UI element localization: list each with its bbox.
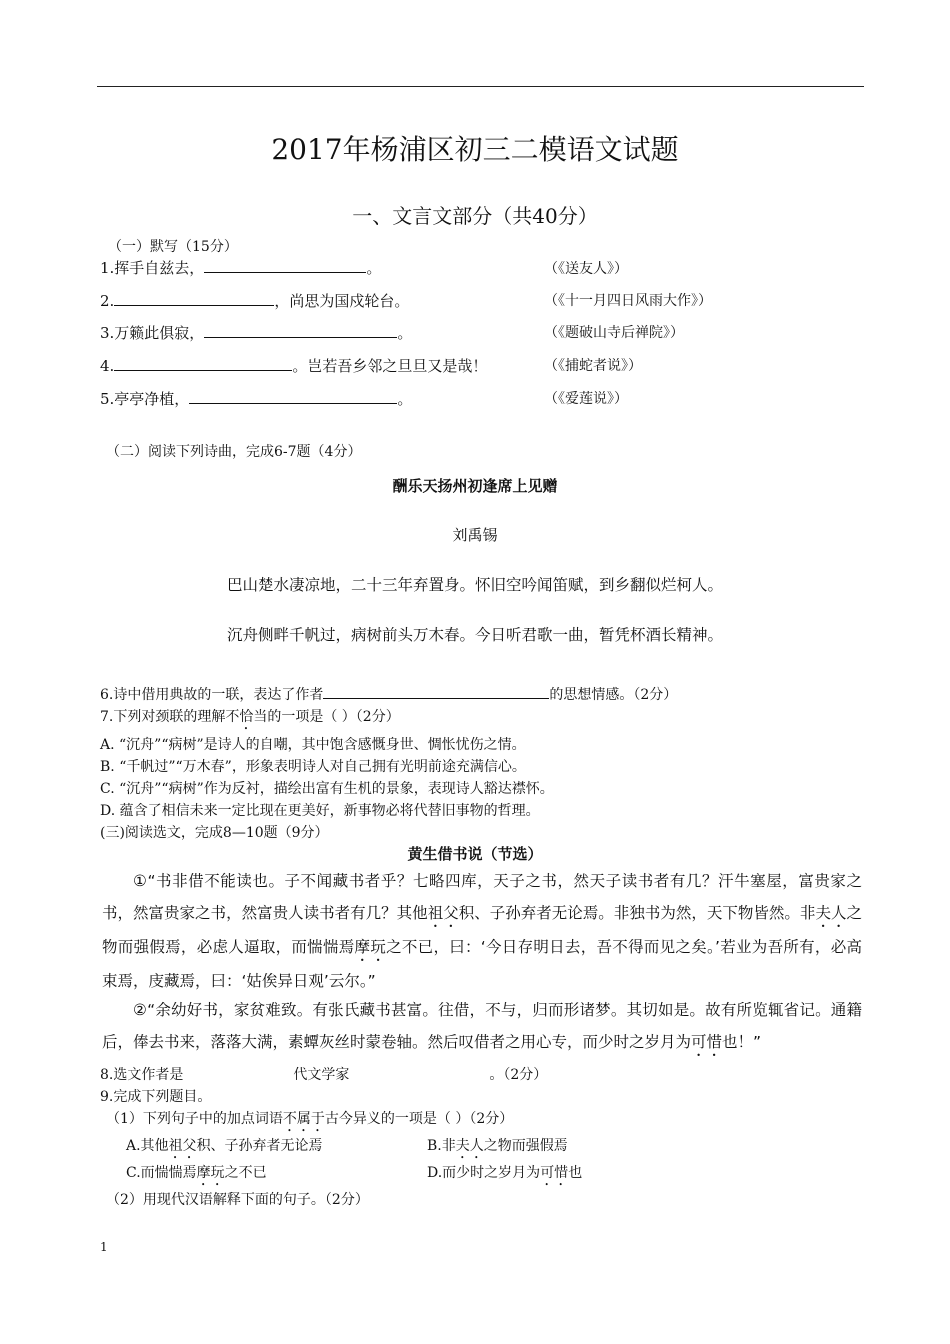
answer-blank[interactable] xyxy=(114,291,274,306)
option-b: B. “千帆过”“万木春”，形象表明诗人对自己拥有光明前途充满信心。 xyxy=(100,759,526,775)
answer-blank[interactable] xyxy=(204,323,397,338)
part1-header: （一）默写（15分） xyxy=(108,239,238,255)
q9-option-d: D.而少时之岁月为可惜也 xyxy=(427,1165,583,1181)
item-source: （《爱莲说》） xyxy=(544,391,628,407)
item-source: （《捕蛇者说》） xyxy=(544,358,642,374)
item-source: （《十一月四日风雨大作》） xyxy=(544,293,712,309)
recitation-item-5: 5.亭亭净植， 。 xyxy=(100,390,413,408)
section-heading: 一、文言文部分（共40分） xyxy=(352,204,598,228)
item-source: （《送友人》） xyxy=(544,261,628,277)
q9-option-b: B.非夫人之物而强假焉 xyxy=(427,1138,568,1154)
option-d: D. 蕴含了相信未来一定比现在更美好，新事物必将代替旧事物的哲理。 xyxy=(100,803,540,819)
article-paragraph-2: ②“余幼好书，家贫难致。有张氏藏书甚富。往借，不与，归而形诸梦。其切如是。故有所览辄省记。通籍后，俸去书来，落落大满，素蟫灰丝时蒙卷轴。然后叹借者之用心专，而少时之岁月为可惜也！” xyxy=(102,1001,862,1051)
recitation-item-3: 3.万籁此俱寂， 。 xyxy=(100,324,413,342)
question-9-1: （1）下列句子中的加点词语不属于古今异义的一项是（ ）（2分） xyxy=(106,1111,514,1127)
recitation-item-4: 4. 。岂若吾乡邻之旦旦又是哉！ xyxy=(100,357,488,375)
answer-blank[interactable] xyxy=(204,258,366,273)
poem-author: 刘禹锡 xyxy=(452,526,498,544)
article-paragraph-1: ①“书非借不能读也。子不闻藏书者乎？七略四库，天子之书，然天子读书者有几？汗牛塞屋，富贵家之书，然富贵家之书，然富贵人读书者有几？其他祖父积、子孙弃者无论焉。非独书为然，天下物皆然。非夫人之物而强假焉，必虑人逼取，而惴惴焉摩玩之不已，曰：‘今日存明日去，吾不得而见之矣。’若业为吾所有，必高束焉，庋藏焉，曰：‘姑俟异日观’云尔。” xyxy=(102,872,862,990)
option-c: C. “沉舟”“病树”作为反衬，描绘出富有生机的景象，表现诗人豁达襟怀。 xyxy=(100,781,554,797)
answer-blank[interactable] xyxy=(323,684,549,699)
poem-line-1: 巴山楚水凄凉地，二十三年弃置身。怀旧空吟闻笛赋，到乡翻似烂柯人。 xyxy=(226,576,723,594)
header-rule xyxy=(97,86,864,87)
question-7: 7.下列对颈联的理解不恰当的一项是（ ）（2分） xyxy=(100,709,400,725)
recitation-item-1: 1.挥手自兹去， 。 xyxy=(100,259,382,277)
answer-blank[interactable] xyxy=(114,356,292,371)
question-9-2: （2）用现代汉语解释下面的句子。（2分） xyxy=(106,1192,369,1208)
article-title: 黄生借书说（节选） xyxy=(407,845,543,863)
question-6: 6.诗中借用典故的一联，表达了作者 的思想情感。（2分） xyxy=(100,684,677,704)
part3-header: (三)阅读选文，完成8—10题（9分） xyxy=(100,825,329,841)
page-number: 1 xyxy=(100,1240,108,1254)
q9-option-a: A.其他祖父积、子孙弃者无论焉 xyxy=(126,1138,323,1154)
page-title: 2017年杨浦区初三二模语文试题 xyxy=(271,133,679,166)
answer-blank[interactable] xyxy=(189,389,397,404)
option-a: A. “沉舟”“病树”是诗人的自嘲，其中饱含感慨身世、惆怅忧伤之情。 xyxy=(100,737,526,753)
recitation-item-2: 2. ，尚思为国戍轮台。 xyxy=(100,292,410,310)
poem-title: 酬乐天扬州初逢席上见赠 xyxy=(392,477,558,495)
q9-option-c: C.而惴惴焉摩玩之不已 xyxy=(126,1165,267,1181)
question-9: 9.完成下列题目。 xyxy=(100,1089,212,1105)
part2-header: （二）阅读下列诗曲，完成6-7题（4分） xyxy=(106,444,362,460)
item-source: （《题破山寺后禅院》） xyxy=(544,325,684,341)
poem-line-2: 沉舟侧畔千帆过，病树前头万木春。今日听君歌一曲，暂凭杯酒长精神。 xyxy=(226,626,723,644)
question-8: 8.选文作者是 代文学家 。（2分） xyxy=(100,1067,548,1083)
